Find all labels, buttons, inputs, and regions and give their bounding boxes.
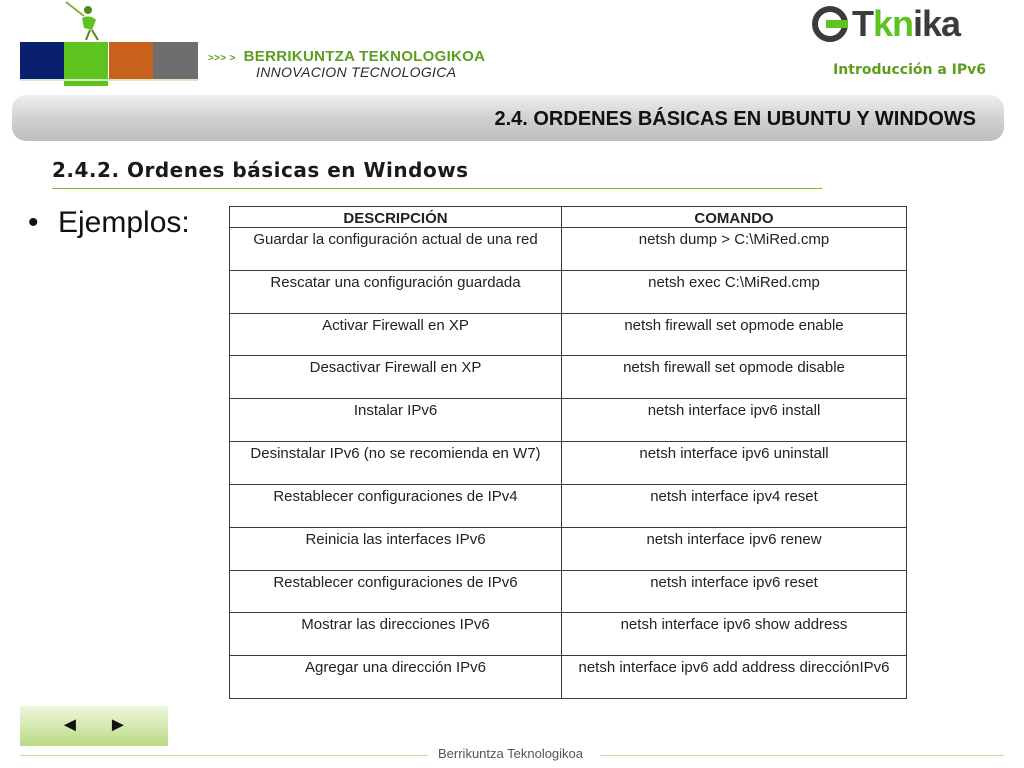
table-row xyxy=(230,656,907,699)
footer-line-left xyxy=(20,755,428,756)
cell-description: Instalar IPv6 xyxy=(230,399,562,442)
logo-mark-icon xyxy=(812,6,848,42)
footer-line-right xyxy=(600,755,1004,756)
title-banner xyxy=(12,95,1004,141)
tknika-logo xyxy=(812,4,960,44)
cell-command: netsh interface ipv6 renew xyxy=(562,527,907,570)
bullet-item xyxy=(28,206,190,240)
cell-command: netsh firewall set opmode enable xyxy=(562,313,907,356)
header-command: COMANDO xyxy=(562,207,907,228)
bullet-marker: • xyxy=(28,206,39,239)
cell-description: Activar Firewall en XP xyxy=(230,313,562,356)
logo-text: Tknika xyxy=(852,3,961,44)
decor-square-orange xyxy=(109,42,153,79)
cell-description: Mostrar las direcciones IPv6 xyxy=(230,613,562,656)
table-row xyxy=(230,484,907,527)
table-row xyxy=(230,228,907,271)
decor-square-navy xyxy=(20,42,64,79)
slide-nav xyxy=(20,706,168,746)
cell-description: Reinicia las interfaces IPv6 xyxy=(230,527,562,570)
banner-title: 2.4. ORDENES BÁSICAS EN UBUNTU Y WINDOWS xyxy=(494,108,976,130)
header-description: DESCRIPCIÓN xyxy=(230,207,562,228)
decor-bar-light xyxy=(20,79,198,81)
table-row xyxy=(230,570,907,613)
table-row xyxy=(230,399,907,442)
bullet-text: Ejemplos: xyxy=(58,206,190,239)
table-row xyxy=(230,356,907,399)
cell-description: Desactivar Firewall en XP xyxy=(230,356,562,399)
cell-description: Agregar una dirección IPv6 xyxy=(230,656,562,699)
cell-command: netsh interface ipv6 reset xyxy=(562,570,907,613)
cell-command: netsh interface ipv6 uninstall xyxy=(562,442,907,485)
cell-description: Guardar la configuración actual de una red xyxy=(230,228,562,271)
prev-slide-button[interactable]: ◄ xyxy=(60,714,80,736)
section-title: 2.4.2. Ordenes básicas en Windows xyxy=(52,158,469,182)
brand-primary: >>> > BERRIKUNTZA TEKNOLOGIKOA xyxy=(208,48,486,65)
cell-command: netsh interface ipv6 add address direcciónIPv6 xyxy=(562,656,907,699)
course-title: Introducción a IPv6 xyxy=(833,62,986,78)
cell-command: netsh exec C:\MiRed.cmp xyxy=(562,270,907,313)
cell-command: netsh dump > C:\MiRed.cmp xyxy=(562,228,907,271)
commands-table xyxy=(229,206,907,699)
table-row xyxy=(230,613,907,656)
section-underline xyxy=(52,188,822,189)
cell-command: netsh interface ipv4 reset xyxy=(562,484,907,527)
cell-description: Desinstalar IPv6 (no se recomienda en W7) xyxy=(230,442,562,485)
cell-description: Restablecer configuraciones de IPv6 xyxy=(230,570,562,613)
cell-command: netsh interface ipv6 show address xyxy=(562,613,907,656)
decor-square-gray xyxy=(153,42,198,79)
table-row xyxy=(230,442,907,485)
table-header-row xyxy=(230,207,907,228)
table-row xyxy=(230,527,907,570)
table-row xyxy=(230,313,907,356)
footer-text: Berrikuntza Teknologikoa xyxy=(438,746,584,761)
figure-icon xyxy=(62,0,112,44)
table-row xyxy=(230,270,907,313)
next-slide-button[interactable]: ► xyxy=(108,714,128,736)
cell-command: netsh firewall set opmode disable xyxy=(562,356,907,399)
brand-secondary: INNOVACION TECNOLOGICA xyxy=(256,64,457,80)
cell-description: Rescatar una configuración guardada xyxy=(230,270,562,313)
cell-command: netsh interface ipv6 install xyxy=(562,399,907,442)
brand-arrows: >>> > xyxy=(208,53,236,64)
cell-description: Restablecer configuraciones de IPv4 xyxy=(230,484,562,527)
